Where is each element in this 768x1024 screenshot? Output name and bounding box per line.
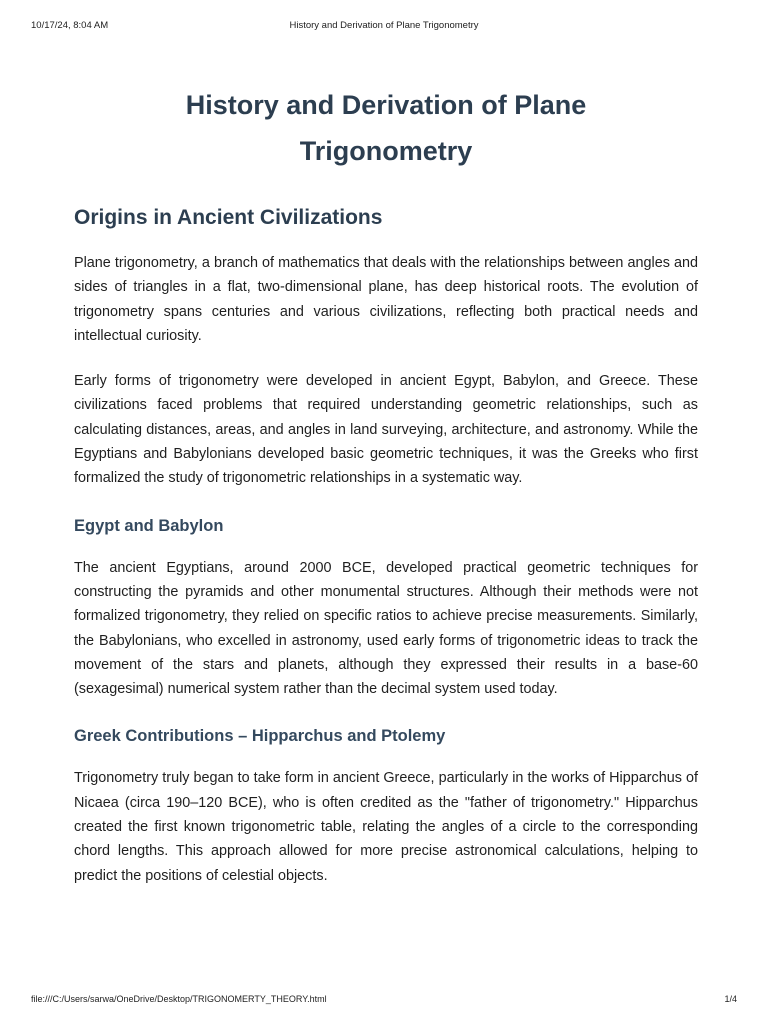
subsection-heading-greek-contributions: Greek Contributions – Hipparchus and Ptolemy (74, 727, 446, 746)
paragraph: The ancient Egyptians, around 2000 BCE, developed practical geometric techniques for constructing the pyramids and other monumental structures. Although their methods were not formalized trigonometry, they relied on specific ratios to achieve precise measurements. Similarly, the Babylonians, who excelled in astronomy, used early forms of trigonometric ideas to track the movement of the stars and planets, although they expressed their results in a base-60 (sexagesimal) numerical system rather than the decimal system used today. (74, 559, 698, 698)
paragraph: Early forms of trigonometry were developed in ancient Egypt, Babylon, and Greece. These civilizations faced problems that required understanding geometric relationships, such as calculating distances, areas, and angles in land surveying, architecture, and astronomy. While the Egyptians and Babylonians developed basic geometric techniques, it was the Greeks who first formalized the study of trigonometric relationships in a systematic way. (74, 373, 698, 487)
document-body (74, 82, 698, 888)
paragraph: Trigonometry truly began to take form in ancient Greece, particularly in the works of Hipparchus of Nicaea (circa 190–120 BCE), who is often credited as the "father of trigonometry." Hipparchus created the first known trigonometric table, relating the angles of a circle to the corresponding chord lengths. This approach allowed for more precise astronomical calculations, helping to predict the positions of celestial objects. (74, 770, 698, 884)
print-header-title: History and Derivation of Plane Trigonometry (289, 20, 479, 31)
file-path-link[interactable]: file:///C:/Users/sarwa/OneDrive/Desktop/TRIGONOMERTY_THEORY.html (31, 994, 327, 1004)
subsection-heading-egypt-babylon: Egypt and Babylon (74, 516, 224, 535)
paragraph: Plane trigonometry, a branch of mathematics that deals with the relationships between angles and sides of triangles in a flat, two-dimensional plane, has deep historical roots. The evolution of trigonometry spans centuries and various civilizations, reflecting both practical needs and intellectual curiosity. (74, 255, 698, 344)
page-number: 1/4 (724, 994, 737, 1004)
print-datetime: 10/17/24, 8:04 AM (31, 20, 109, 31)
print-footer (31, 994, 737, 1008)
print-header (31, 20, 737, 34)
section-heading-origins: Origins in Ancient Civilizations (74, 206, 383, 229)
page-title: History and Derivation of Plane Trigonometry (185, 90, 587, 166)
